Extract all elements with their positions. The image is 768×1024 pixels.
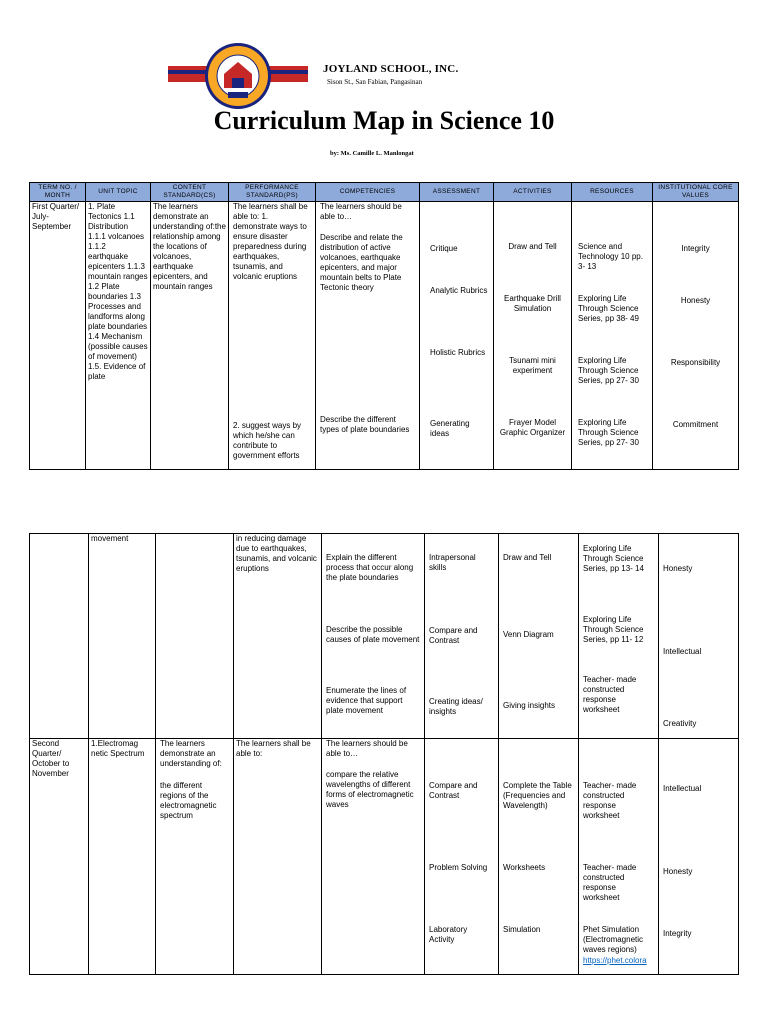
assessment-item: Problem Solving (429, 863, 488, 872)
resource-item: Exploring Life Through Science Series, pp 27- 30 (578, 418, 639, 447)
core-values-cell (659, 534, 739, 739)
core-value-item: Integrity (663, 929, 692, 938)
activity-item: Draw and Tell (503, 553, 552, 562)
activities-cell (494, 202, 572, 470)
unit-topic-cell: 1.Electromag netic Spectrum (89, 739, 156, 975)
activity-item: Frayer Model Graphic Organizer (499, 418, 566, 437)
core-value-item: Responsibility (670, 358, 721, 367)
activities-cell (499, 534, 579, 739)
school-address: Sison St., San Fabian, Pangasinan (327, 78, 423, 86)
core-value-item: Creativity (663, 719, 697, 728)
resource-item: Exploring Life Through Science Series, pp 38- 49 (578, 294, 639, 323)
assessment-cell (425, 739, 499, 975)
header-content-standard: CONTENT STANDARD(CS) (151, 183, 229, 202)
resource-item: Science and Technology 10 pp. 3- 13 (578, 242, 643, 271)
content-standard-cell (156, 534, 234, 739)
competency-item: Describe the possible causes of plate movement (326, 625, 420, 644)
core-value-item: Commitment (672, 420, 719, 429)
performance-item-2: 2. suggest ways by which he/she can contribute to government efforts (233, 421, 302, 460)
performance-standard-cell (229, 202, 316, 470)
resource-item: Exploring Life Through Science Series, pp 13- 14 (583, 544, 644, 573)
resources-cell (579, 534, 659, 739)
header-performance-standard: PERFORMANCE STANDARD(PS) (229, 183, 316, 202)
activity-item: Simulation (503, 925, 541, 934)
core-values-cell (653, 202, 739, 470)
assessment-item: Analytic Rubrics (430, 286, 488, 295)
header-core-values: INSTITUTIONAL CORE VALUES (653, 183, 739, 202)
assessment-item: Generating ideas (430, 419, 470, 438)
resources-cell (572, 202, 653, 470)
core-value-item: Honesty (663, 867, 693, 876)
core-value-item: Integrity (681, 244, 710, 253)
competency-item: Enumerate the lines of evidence that support plate movement (326, 686, 407, 715)
core-values-cell (659, 739, 739, 975)
performance-standard-cell: in reducing damage due to earthquakes, tsunamis, and volcanic eruptions (234, 534, 322, 739)
core-value-item: Honesty (680, 296, 711, 305)
assessment-item: Compare and Contrast (429, 781, 478, 800)
school-logo (168, 42, 308, 110)
competencies-cell (322, 739, 425, 975)
performance-item-1: The learners shall be able to: 1. demonstrate ways to ensure disaster preparedness during earthquakes, tsunamis, and volcanic eruptions (233, 202, 308, 281)
activity-item: Complete the Table (Frequencies and Wavelength) (503, 781, 572, 810)
header-assessment: ASSESSMENT (420, 183, 494, 202)
competencies-cell (316, 202, 420, 470)
content-standard-item: the different regions of the electromagnetic spectrum (160, 781, 217, 820)
term-cell (30, 534, 89, 739)
header-activities: ACTIVITIES (494, 183, 572, 202)
resource-item: Exploring Life Through Science Series, pp 11- 12 (583, 615, 644, 644)
activity-item: Draw and Tell (508, 242, 557, 251)
unit-topic-cell: 1. Plate Tectonics 1.1 Distribution 1.1.1 volcanoes 1.1.2 earthquake epicenters 1.1.3 mountain ranges 1.2 Plate boundaries 1.3 Processes and landforms along plate boundaries 1.4 Mechanism (possible causes of movement) 1.5. Evidence of plate (86, 202, 151, 470)
performance-standard-cell: The learners shall be able to: (234, 739, 322, 975)
page-title: Curriculum Map in Science 10 (213, 106, 555, 135)
assessment-item: Intrapersonal skills (429, 553, 476, 572)
curriculum-table-1 (29, 182, 739, 470)
header-competencies: COMPETENCIES (316, 183, 420, 202)
resource-item: Phet Simulation (Electromagnetic waves regions) (583, 925, 644, 954)
competency-intro: The learners should be able to… (320, 202, 402, 221)
author-line: by: Ms. Camille L. Manlongat (330, 150, 414, 157)
activity-item: Earthquake Drill Simulation (504, 294, 561, 313)
competency-intro: The learners should be able to… (326, 739, 408, 758)
resource-item: Teacher- made constructed response worksheet (583, 781, 637, 820)
resources-cell (579, 739, 659, 975)
term-cell: Second Quarter/ October to November (30, 739, 89, 975)
activity-item: Giving insights (503, 701, 556, 710)
activity-item: Worksheets (503, 863, 546, 872)
competency-item-1: Describe and relate the distribution of active volcanoes, earthquake epicenters, and major mountain belts to Plate Tectonic theory (320, 233, 403, 292)
header-unit-topic: UNIT TOPIC (86, 183, 151, 202)
assessment-item: Compare and Contrast (429, 626, 478, 645)
assessment-item: Creating ideas/ insights (429, 697, 483, 716)
term-cell: First Quarter/ July- September (30, 202, 86, 470)
header-resources: RESOURCES (572, 183, 653, 202)
resource-item: Teacher- made constructed response worksheet (583, 863, 637, 902)
assessment-cell (420, 202, 494, 470)
assessment-cell (425, 534, 499, 739)
competencies-cell (322, 534, 425, 739)
school-name: JOYLAND SCHOOL, INC. (323, 63, 459, 75)
header-term: TERM NO. / MONTH (30, 183, 86, 202)
competency-item: compare the relative wavelengths of different forms of electromagnetic waves (326, 770, 414, 809)
activities-cell (499, 739, 579, 975)
phet-link[interactable]: https://phet.colora (583, 956, 647, 965)
activity-item: Tsunami mini experiment (509, 356, 556, 375)
resource-item: Teacher- made constructed response worksheet (583, 675, 637, 714)
competency-item-2: Describe the different types of plate boundaries (320, 415, 410, 434)
content-standard-cell: The learners demonstrate an understanding of:the relationship among the locations of volcanoes, earthquake epicenters, and mountain ranges (151, 202, 229, 470)
content-standard-intro: The learners demonstrate an understanding of: (160, 739, 222, 768)
resource-item: Exploring Life Through Science Series, pp 27- 30 (578, 356, 639, 385)
assessment-item: Laboratory Activity (429, 925, 468, 944)
content-standard-cell (156, 739, 234, 975)
assessment-item: Critique (430, 244, 458, 253)
activity-item: Venn Diagram (503, 630, 554, 639)
core-value-item: Intellectual (663, 647, 702, 656)
unit-topic-cell: movement (89, 534, 156, 739)
competency-item: Explain the different process that occur along the plate boundaries (326, 553, 414, 582)
core-value-item: Honesty (663, 564, 693, 573)
core-value-item: Intellectual (663, 784, 702, 793)
assessment-item: Holistic Rubrics (430, 348, 486, 357)
curriculum-table-2 (29, 533, 739, 975)
